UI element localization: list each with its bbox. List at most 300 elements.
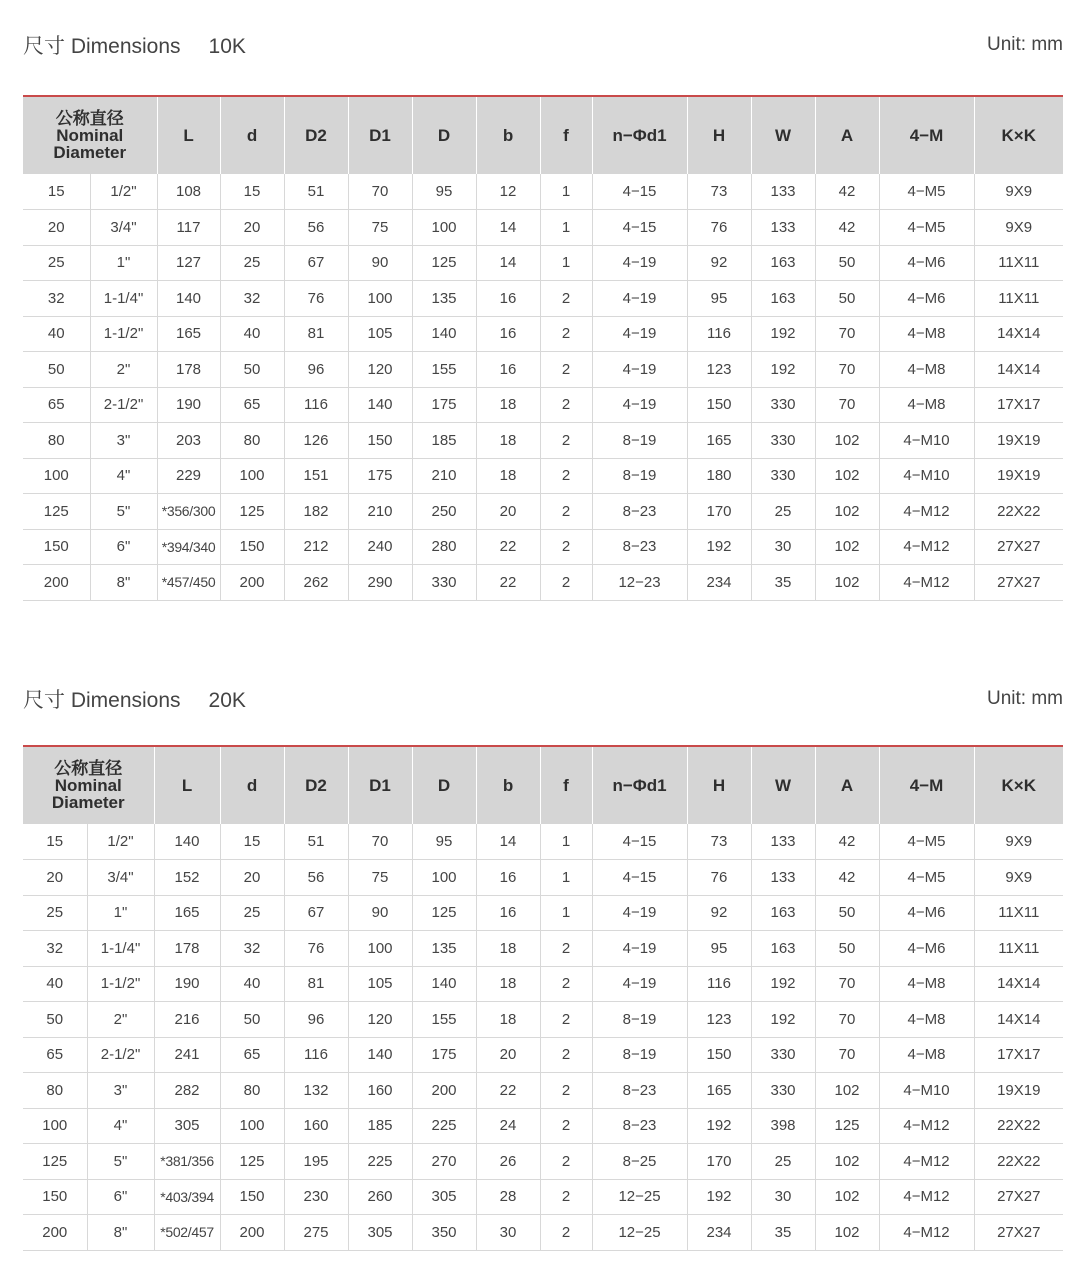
cell-d-outer: 350 — [412, 1215, 476, 1251]
cell-inch: 1-1/2" — [87, 966, 154, 1002]
header-col-d2: D2 — [284, 746, 348, 824]
header-col-b: b — [476, 96, 540, 174]
title-text: 尺寸 Dimensions — [23, 689, 181, 712]
cell-bolt-holes: 4−19 — [592, 931, 687, 967]
cell-d1: 140 — [348, 1037, 412, 1073]
header-col-kxk: K×K — [974, 96, 1063, 174]
cell-d: 65 — [220, 1037, 284, 1073]
cell-h: 76 — [687, 210, 751, 246]
cell-4m: 4−M8 — [879, 1002, 974, 1038]
header-nominal-zh: 公称直径 — [54, 759, 123, 778]
cell-a: 102 — [815, 1179, 879, 1215]
cell-l: 305 — [154, 1108, 220, 1144]
cell-h: 234 — [687, 1215, 751, 1251]
cell-w: 398 — [751, 1108, 815, 1144]
cell-d-outer: 210 — [412, 458, 476, 494]
cell-d-outer: 175 — [412, 1037, 476, 1073]
cell-inch: 2" — [87, 1002, 154, 1038]
cell-b: 16 — [476, 281, 540, 317]
cell-d: 20 — [220, 860, 284, 896]
cell-d: 32 — [220, 931, 284, 967]
cell-kxk: 9X9 — [974, 860, 1063, 896]
cell-kxk: 9X9 — [974, 174, 1063, 210]
table-row — [23, 423, 1063, 459]
cell-l: *502/457 — [154, 1215, 220, 1251]
cell-d: 200 — [220, 1215, 284, 1251]
cell-b: 20 — [476, 1037, 540, 1073]
cell-a: 102 — [815, 529, 879, 565]
cell-b: 26 — [476, 1144, 540, 1180]
cell-l: 216 — [154, 1002, 220, 1038]
cell-b: 16 — [476, 352, 540, 388]
cell-bolt-holes: 4−19 — [592, 966, 687, 1002]
cell-4m: 4−M5 — [879, 860, 974, 896]
cell-4m: 4−M5 — [879, 210, 974, 246]
table-header-row — [23, 746, 1063, 824]
cell-b: 28 — [476, 1179, 540, 1215]
cell-f: 2 — [540, 1108, 592, 1144]
cell-a: 70 — [815, 316, 879, 352]
cell-a: 50 — [815, 245, 879, 281]
title-text: 尺寸 Dimensions — [23, 35, 181, 58]
cell-4m: 4−M8 — [879, 352, 974, 388]
cell-a: 102 — [815, 1215, 879, 1251]
cell-4m: 4−M10 — [879, 458, 974, 494]
cell-d-outer: 100 — [412, 860, 476, 896]
cell-w: 163 — [751, 895, 815, 931]
cell-f: 2 — [540, 1002, 592, 1038]
cell-b: 18 — [476, 966, 540, 1002]
cell-kxk: 19X19 — [974, 1073, 1063, 1109]
cell-dn: 150 — [23, 1179, 87, 1215]
cell-4m: 4−M12 — [879, 1215, 974, 1251]
table-row — [23, 1144, 1063, 1180]
header-col-f: f — [540, 96, 592, 174]
cell-inch: 6" — [90, 529, 157, 565]
table-row — [23, 174, 1063, 210]
cell-inch: 3" — [87, 1073, 154, 1109]
cell-inch: 1-1/2" — [90, 316, 157, 352]
cell-w: 330 — [751, 1073, 815, 1109]
cell-d: 15 — [220, 824, 284, 860]
cell-d1: 260 — [348, 1179, 412, 1215]
cell-f: 2 — [540, 458, 592, 494]
cell-bolt-holes: 4−15 — [592, 860, 687, 896]
cell-inch: 6" — [87, 1179, 154, 1215]
cell-w: 133 — [751, 824, 815, 860]
cell-d2: 151 — [284, 458, 348, 494]
header-nominal-en2: Diameter — [53, 143, 127, 162]
cell-d1: 105 — [348, 316, 412, 352]
cell-dn: 15 — [23, 824, 87, 860]
header-col-f: f — [540, 746, 592, 824]
cell-d1: 225 — [348, 1144, 412, 1180]
section-title — [23, 684, 246, 714]
header-nominal-en1: Nominal — [54, 776, 122, 795]
cell-dn: 40 — [23, 316, 90, 352]
cell-inch: 8" — [90, 565, 157, 601]
cell-kxk: 11X11 — [974, 245, 1063, 281]
cell-a: 42 — [815, 174, 879, 210]
cell-w: 330 — [751, 423, 815, 459]
cell-kxk: 22X22 — [974, 1108, 1063, 1144]
cell-a: 50 — [815, 281, 879, 317]
cell-kxk: 14X14 — [974, 1002, 1063, 1038]
table-row — [23, 1179, 1063, 1215]
dimensions-20k-section — [23, 684, 1063, 1241]
cell-h: 116 — [687, 316, 751, 352]
cell-dn: 125 — [23, 1144, 87, 1180]
cell-f: 2 — [540, 1037, 592, 1073]
cell-d1: 100 — [348, 281, 412, 317]
cell-d2: 51 — [284, 824, 348, 860]
cell-d-outer: 225 — [412, 1108, 476, 1144]
cell-l: 190 — [157, 387, 220, 423]
cell-d1: 150 — [348, 423, 412, 459]
cell-l: 117 — [157, 210, 220, 246]
cell-b: 22 — [476, 1073, 540, 1109]
cell-d-outer: 200 — [412, 1073, 476, 1109]
header-col-b: b — [476, 746, 540, 824]
cell-w: 25 — [751, 494, 815, 530]
cell-w: 330 — [751, 387, 815, 423]
cell-f: 1 — [540, 860, 592, 896]
table-row — [23, 565, 1063, 601]
cell-4m: 4−M8 — [879, 387, 974, 423]
cell-4m: 4−M12 — [879, 1108, 974, 1144]
cell-b: 14 — [476, 245, 540, 281]
cell-a: 125 — [815, 1108, 879, 1144]
cell-dn: 32 — [23, 931, 87, 967]
cell-h: 92 — [687, 895, 751, 931]
cell-inch: 3/4" — [87, 860, 154, 896]
cell-b: 22 — [476, 529, 540, 565]
cell-d: 65 — [220, 387, 284, 423]
cell-d: 80 — [220, 423, 284, 459]
cell-bolt-holes: 8−19 — [592, 423, 687, 459]
cell-b: 24 — [476, 1108, 540, 1144]
unit-label: Unit: mm — [987, 34, 1063, 55]
cell-bolt-holes: 8−23 — [592, 529, 687, 565]
cell-d: 15 — [220, 174, 284, 210]
cell-d1: 185 — [348, 1108, 412, 1144]
dimensions-table-10k — [23, 95, 1063, 601]
cell-d: 25 — [220, 245, 284, 281]
cell-d2: 81 — [284, 316, 348, 352]
cell-d: 50 — [220, 1002, 284, 1038]
cell-d-outer: 95 — [412, 824, 476, 860]
cell-f: 2 — [540, 565, 592, 601]
cell-d2: 275 — [284, 1215, 348, 1251]
cell-f: 2 — [540, 529, 592, 565]
header-col-a: A — [815, 96, 879, 174]
cell-d2: 81 — [284, 966, 348, 1002]
cell-h: 192 — [687, 1179, 751, 1215]
table-row — [23, 245, 1063, 281]
header-col-h: H — [687, 746, 751, 824]
table-row — [23, 387, 1063, 423]
table-body — [23, 824, 1063, 1250]
cell-dn: 25 — [23, 245, 90, 281]
cell-inch: 2" — [90, 352, 157, 388]
cell-4m: 4−M10 — [879, 423, 974, 459]
cell-kxk: 17X17 — [974, 387, 1063, 423]
cell-dn: 80 — [23, 423, 90, 459]
cell-bolt-holes: 4−19 — [592, 352, 687, 388]
cell-f: 2 — [540, 966, 592, 1002]
cell-w: 30 — [751, 529, 815, 565]
cell-h: 95 — [687, 931, 751, 967]
header-col-d1: D1 — [348, 96, 412, 174]
header-col-d: d — [220, 746, 284, 824]
cell-l: 241 — [154, 1037, 220, 1073]
cell-d2: 182 — [284, 494, 348, 530]
cell-f: 1 — [540, 210, 592, 246]
cell-inch: 1-1/4" — [90, 281, 157, 317]
cell-d-outer: 270 — [412, 1144, 476, 1180]
cell-h: 165 — [687, 423, 751, 459]
table-row — [23, 824, 1063, 860]
cell-4m: 4−M12 — [879, 1179, 974, 1215]
cell-4m: 4−M12 — [879, 565, 974, 601]
header-nominal-zh: 公称直径 — [55, 109, 124, 128]
cell-b: 18 — [476, 458, 540, 494]
cell-d: 20 — [220, 210, 284, 246]
unit-label: Unit: mm — [987, 688, 1063, 709]
cell-l: 152 — [154, 860, 220, 896]
cell-d1: 70 — [348, 824, 412, 860]
table-row — [23, 1037, 1063, 1073]
cell-d: 80 — [220, 1073, 284, 1109]
cell-bolt-holes: 4−19 — [592, 281, 687, 317]
cell-kxk: 19X19 — [974, 423, 1063, 459]
cell-4m: 4−M6 — [879, 895, 974, 931]
cell-h: 180 — [687, 458, 751, 494]
cell-bolt-holes: 12−25 — [592, 1215, 687, 1251]
cell-l: *381/356 — [154, 1144, 220, 1180]
cell-dn: 100 — [23, 458, 90, 494]
cell-b: 12 — [476, 174, 540, 210]
cell-kxk: 22X22 — [974, 1144, 1063, 1180]
cell-d-outer: 155 — [412, 1002, 476, 1038]
cell-h: 92 — [687, 245, 751, 281]
cell-w: 133 — [751, 860, 815, 896]
table-row — [23, 316, 1063, 352]
cell-w: 330 — [751, 1037, 815, 1073]
section-header — [23, 30, 1063, 68]
cell-h: 73 — [687, 174, 751, 210]
cell-h: 150 — [687, 387, 751, 423]
cell-b: 16 — [476, 316, 540, 352]
cell-a: 42 — [815, 824, 879, 860]
cell-dn: 50 — [23, 1002, 87, 1038]
cell-a: 102 — [815, 1144, 879, 1180]
cell-bolt-holes: 12−23 — [592, 565, 687, 601]
cell-w: 330 — [751, 458, 815, 494]
cell-d-outer: 140 — [412, 966, 476, 1002]
cell-4m: 4−M12 — [879, 529, 974, 565]
cell-kxk: 27X27 — [974, 529, 1063, 565]
cell-inch: 8" — [87, 1215, 154, 1251]
cell-d2: 67 — [284, 895, 348, 931]
cell-f: 2 — [540, 1144, 592, 1180]
cell-4m: 4−M8 — [879, 1037, 974, 1073]
cell-dn: 125 — [23, 494, 90, 530]
cell-d2: 67 — [284, 245, 348, 281]
header-col-h: H — [687, 96, 751, 174]
cell-d: 125 — [220, 494, 284, 530]
cell-w: 25 — [751, 1144, 815, 1180]
cell-d2: 132 — [284, 1073, 348, 1109]
cell-inch: 5" — [90, 494, 157, 530]
cell-d1: 120 — [348, 1002, 412, 1038]
cell-h: 73 — [687, 824, 751, 860]
cell-d-outer: 175 — [412, 387, 476, 423]
cell-4m: 4−M6 — [879, 931, 974, 967]
cell-l: *457/450 — [157, 565, 220, 601]
header-col-d-outer: D — [412, 96, 476, 174]
table-row — [23, 1002, 1063, 1038]
header-col-bolt-holes: n−Φd1 — [592, 746, 687, 824]
cell-inch: 2-1/2" — [90, 387, 157, 423]
table-row — [23, 352, 1063, 388]
cell-4m: 4−M5 — [879, 174, 974, 210]
cell-w: 192 — [751, 316, 815, 352]
cell-a: 70 — [815, 1002, 879, 1038]
cell-h: 170 — [687, 1144, 751, 1180]
cell-f: 2 — [540, 931, 592, 967]
cell-dn: 15 — [23, 174, 90, 210]
cell-d: 32 — [220, 281, 284, 317]
header-col-bolt-holes: n−Φd1 — [592, 96, 687, 174]
cell-d-outer: 185 — [412, 423, 476, 459]
cell-f: 2 — [540, 281, 592, 317]
cell-w: 163 — [751, 931, 815, 967]
cell-d2: 116 — [284, 387, 348, 423]
cell-d: 200 — [220, 565, 284, 601]
header-col-d2: D2 — [284, 96, 348, 174]
section-title — [23, 30, 246, 60]
cell-f: 1 — [540, 895, 592, 931]
table-row — [23, 895, 1063, 931]
cell-h: 116 — [687, 966, 751, 1002]
cell-inch: 4" — [87, 1108, 154, 1144]
cell-bolt-holes: 8−25 — [592, 1144, 687, 1180]
cell-bolt-holes: 4−19 — [592, 316, 687, 352]
table-row — [23, 931, 1063, 967]
cell-d1: 75 — [348, 860, 412, 896]
cell-l: 190 — [154, 966, 220, 1002]
cell-d-outer: 155 — [412, 352, 476, 388]
cell-d2: 76 — [284, 931, 348, 967]
header-col-d1: D1 — [348, 746, 412, 824]
cell-a: 50 — [815, 931, 879, 967]
cell-a: 42 — [815, 210, 879, 246]
cell-bolt-holes: 4−19 — [592, 387, 687, 423]
cell-f: 2 — [540, 1073, 592, 1109]
header-col-4m: 4−M — [879, 746, 974, 824]
cell-dn: 65 — [23, 387, 90, 423]
cell-l: *403/394 — [154, 1179, 220, 1215]
dimensions-10k-section — [23, 30, 1063, 591]
cell-w: 35 — [751, 1215, 815, 1251]
cell-dn: 200 — [23, 1215, 87, 1251]
cell-f: 2 — [540, 494, 592, 530]
cell-d1: 290 — [348, 565, 412, 601]
cell-d: 100 — [220, 1108, 284, 1144]
header-col-w: W — [751, 96, 815, 174]
cell-d2: 56 — [284, 210, 348, 246]
cell-dn: 40 — [23, 966, 87, 1002]
dimensions-table-20k — [23, 745, 1063, 1251]
cell-l: 178 — [157, 352, 220, 388]
cell-d1: 105 — [348, 966, 412, 1002]
cell-l: *394/340 — [157, 529, 220, 565]
cell-h: 150 — [687, 1037, 751, 1073]
cell-w: 192 — [751, 1002, 815, 1038]
cell-d-outer: 95 — [412, 174, 476, 210]
cell-b: 18 — [476, 423, 540, 459]
cell-4m: 4−M12 — [879, 494, 974, 530]
header-nominal-en1: Nominal — [56, 126, 124, 145]
cell-d-outer: 135 — [412, 281, 476, 317]
header-col-w: W — [751, 746, 815, 824]
cell-inch: 1-1/4" — [87, 931, 154, 967]
cell-4m: 4−M6 — [879, 245, 974, 281]
cell-bolt-holes: 8−23 — [592, 1108, 687, 1144]
cell-d-outer: 250 — [412, 494, 476, 530]
cell-d-outer: 140 — [412, 316, 476, 352]
cell-f: 2 — [540, 1179, 592, 1215]
cell-4m: 4−M8 — [879, 316, 974, 352]
cell-dn: 25 — [23, 895, 87, 931]
cell-bolt-holes: 4−15 — [592, 174, 687, 210]
cell-d1: 70 — [348, 174, 412, 210]
cell-w: 133 — [751, 174, 815, 210]
cell-a: 102 — [815, 423, 879, 459]
cell-kxk: 11X11 — [974, 931, 1063, 967]
cell-kxk: 14X14 — [974, 352, 1063, 388]
cell-bolt-holes: 4−19 — [592, 895, 687, 931]
cell-d2: 96 — [284, 1002, 348, 1038]
cell-kxk: 9X9 — [974, 824, 1063, 860]
cell-inch: 1/2" — [87, 824, 154, 860]
cell-l: 165 — [154, 895, 220, 931]
cell-f: 1 — [540, 824, 592, 860]
cell-kxk: 17X17 — [974, 1037, 1063, 1073]
cell-d2: 262 — [284, 565, 348, 601]
table-header-row — [23, 96, 1063, 174]
cell-bolt-holes: 4−15 — [592, 210, 687, 246]
cell-d2: 96 — [284, 352, 348, 388]
section-header — [23, 684, 1063, 722]
cell-l: 165 — [157, 316, 220, 352]
cell-l: *356/300 — [157, 494, 220, 530]
header-nominal-diameter — [23, 746, 154, 824]
cell-h: 192 — [687, 1108, 751, 1144]
cell-f: 2 — [540, 1215, 592, 1251]
cell-a: 102 — [815, 494, 879, 530]
cell-f: 2 — [540, 352, 592, 388]
cell-bolt-holes: 4−15 — [592, 824, 687, 860]
cell-d-outer: 125 — [412, 245, 476, 281]
cell-h: 123 — [687, 1002, 751, 1038]
header-col-d-outer: D — [412, 746, 476, 824]
cell-f: 2 — [540, 316, 592, 352]
cell-h: 192 — [687, 529, 751, 565]
cell-d2: 76 — [284, 281, 348, 317]
header-col-a: A — [815, 746, 879, 824]
